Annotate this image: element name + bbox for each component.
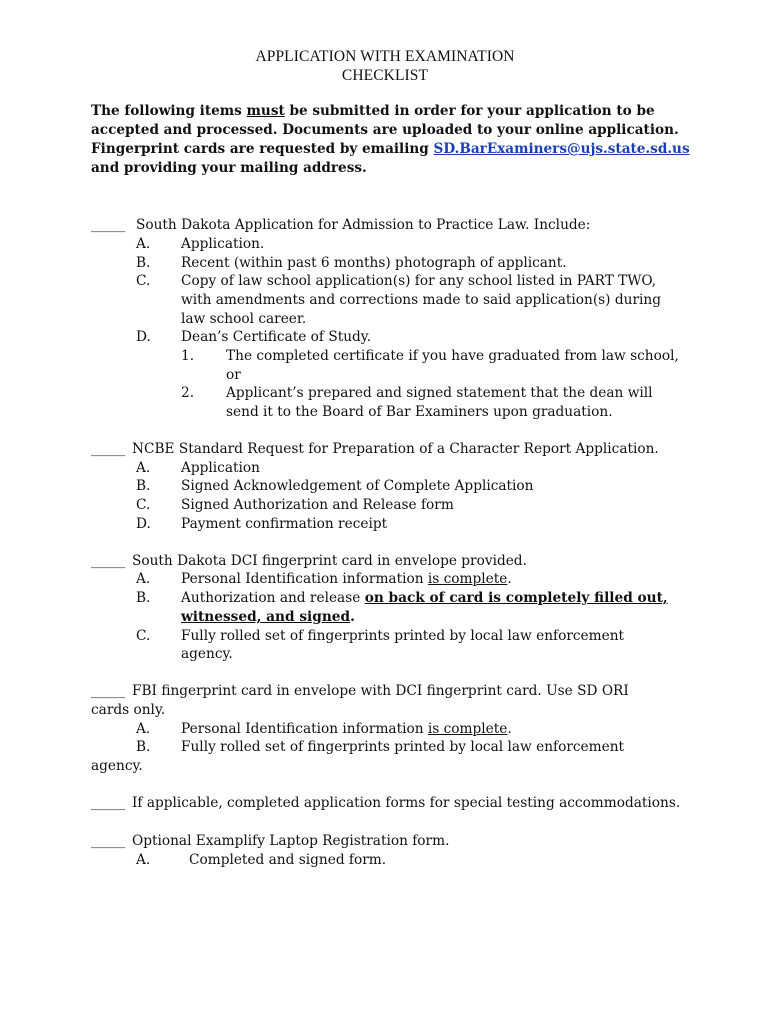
item-text bbox=[181, 720, 512, 738]
item-text-underlined: is complete bbox=[427, 571, 508, 587]
item-letter: B. bbox=[136, 255, 151, 271]
item-text-plain: Personal Identification information bbox=[181, 571, 428, 587]
item-text-end: . bbox=[507, 571, 512, 587]
item-letter: D. bbox=[136, 329, 151, 345]
item-text: Fully rolled set of fingerprints printed by local law enforcement bbox=[181, 739, 625, 755]
item-text: Recent (within past 6 months) photograph of applicant. bbox=[181, 255, 567, 271]
item-text: with amendments and corrections made to said application(s) during bbox=[181, 292, 661, 308]
item-text bbox=[181, 608, 355, 626]
item-letter: A. bbox=[136, 721, 151, 737]
item-text bbox=[181, 589, 668, 607]
intro-text-1: The following items bbox=[91, 103, 247, 119]
subitem-text: send it to the Board of Bar Examiners upon graduation. bbox=[226, 404, 613, 420]
item-letter: A. bbox=[136, 460, 151, 476]
item-text: Copy of law school application(s) for any school listed in PART TWO, bbox=[181, 273, 657, 289]
item-letter: B. bbox=[136, 478, 151, 494]
item-text: Completed and signed form. bbox=[189, 852, 387, 868]
item-letter: B. bbox=[136, 739, 151, 755]
section-title: Optional Examplify Laptop Registration form. bbox=[132, 833, 450, 849]
item-text: Dean’s Certificate of Study. bbox=[181, 329, 372, 345]
item-text-bold-underlined: witnessed, and signed bbox=[181, 609, 351, 625]
checkbox-blank: _____ bbox=[91, 441, 126, 457]
item-text: Application bbox=[181, 460, 260, 476]
item-text: Signed Authorization and Release form bbox=[181, 497, 454, 513]
section-title: South Dakota DCI fingerprint card in envelope provided. bbox=[132, 553, 527, 569]
section-title: If applicable, completed application forms for special testing accommodations. bbox=[132, 795, 681, 811]
item-text-underlined: is complete bbox=[427, 721, 508, 737]
item-text-end: . bbox=[350, 609, 355, 625]
item-text-end: . bbox=[507, 721, 512, 737]
item-letter: B. bbox=[136, 590, 151, 606]
item-text bbox=[181, 570, 512, 588]
checkbox-blank: _____ bbox=[91, 217, 126, 233]
item-letter: D. bbox=[136, 516, 151, 532]
item-letter: A. bbox=[136, 236, 151, 252]
item-text: law school career. bbox=[181, 311, 307, 327]
intro-text-2: be submitted in order for your application to be accepted and processed. Documents are uploaded to your online application. Fingerprint cards are requested by emailing bbox=[91, 103, 679, 157]
item-text-plain: Authorization and release bbox=[181, 590, 365, 606]
subitem-text: Applicant’s prepared and signed statement that the dean will bbox=[226, 385, 653, 401]
item-letter: C. bbox=[136, 628, 151, 644]
item-letter: C. bbox=[136, 273, 151, 289]
item-text-bold-underlined: on back of card is completely filled out, bbox=[364, 590, 668, 606]
checkbox-blank: _____ bbox=[91, 795, 126, 811]
checkbox-blank: _____ bbox=[91, 683, 126, 699]
item-text: agency. bbox=[91, 758, 143, 774]
item-text-plain: Personal Identification information bbox=[181, 721, 428, 737]
checkbox-blank: _____ bbox=[91, 553, 126, 569]
document-title-line-1: APPLICATION WITH EXAMINATION bbox=[255, 48, 515, 65]
section-title: NCBE Standard Request for Preparation of a Character Report Application. bbox=[132, 441, 659, 457]
item-letter: A. bbox=[136, 852, 151, 868]
intro-paragraph bbox=[91, 102, 691, 178]
item-text: Payment confirmation receipt bbox=[181, 516, 388, 532]
subitem-number: 2. bbox=[181, 385, 195, 401]
document-title-line-2: CHECKLIST bbox=[341, 67, 429, 84]
subitem-text: The completed certificate if you have graduated from law school, bbox=[226, 348, 679, 364]
intro-must: must bbox=[246, 103, 285, 119]
section-title: South Dakota Application for Admission to Practice Law. Include: bbox=[136, 217, 591, 233]
checkbox-blank: _____ bbox=[91, 833, 126, 849]
intro-text-3: and providing your mailing address. bbox=[91, 160, 367, 176]
item-text: Application. bbox=[181, 236, 265, 252]
email-link[interactable]: SD.BarExaminers@ujs.state.sd.us bbox=[433, 141, 690, 157]
item-text: Fully rolled set of fingerprints printed by local law enforcement bbox=[181, 628, 625, 644]
item-text: Signed Acknowledgement of Complete Application bbox=[181, 478, 534, 494]
subitem-number: 1. bbox=[181, 348, 195, 364]
item-letter: C. bbox=[136, 497, 151, 513]
subitem-text: or bbox=[226, 367, 241, 383]
item-letter: A. bbox=[136, 571, 151, 587]
item-text: agency. bbox=[181, 646, 233, 662]
section-title: FBI fingerprint card in envelope with DCI fingerprint card. Use SD ORI bbox=[132, 683, 629, 699]
section-title-continued: cards only. bbox=[91, 702, 166, 718]
